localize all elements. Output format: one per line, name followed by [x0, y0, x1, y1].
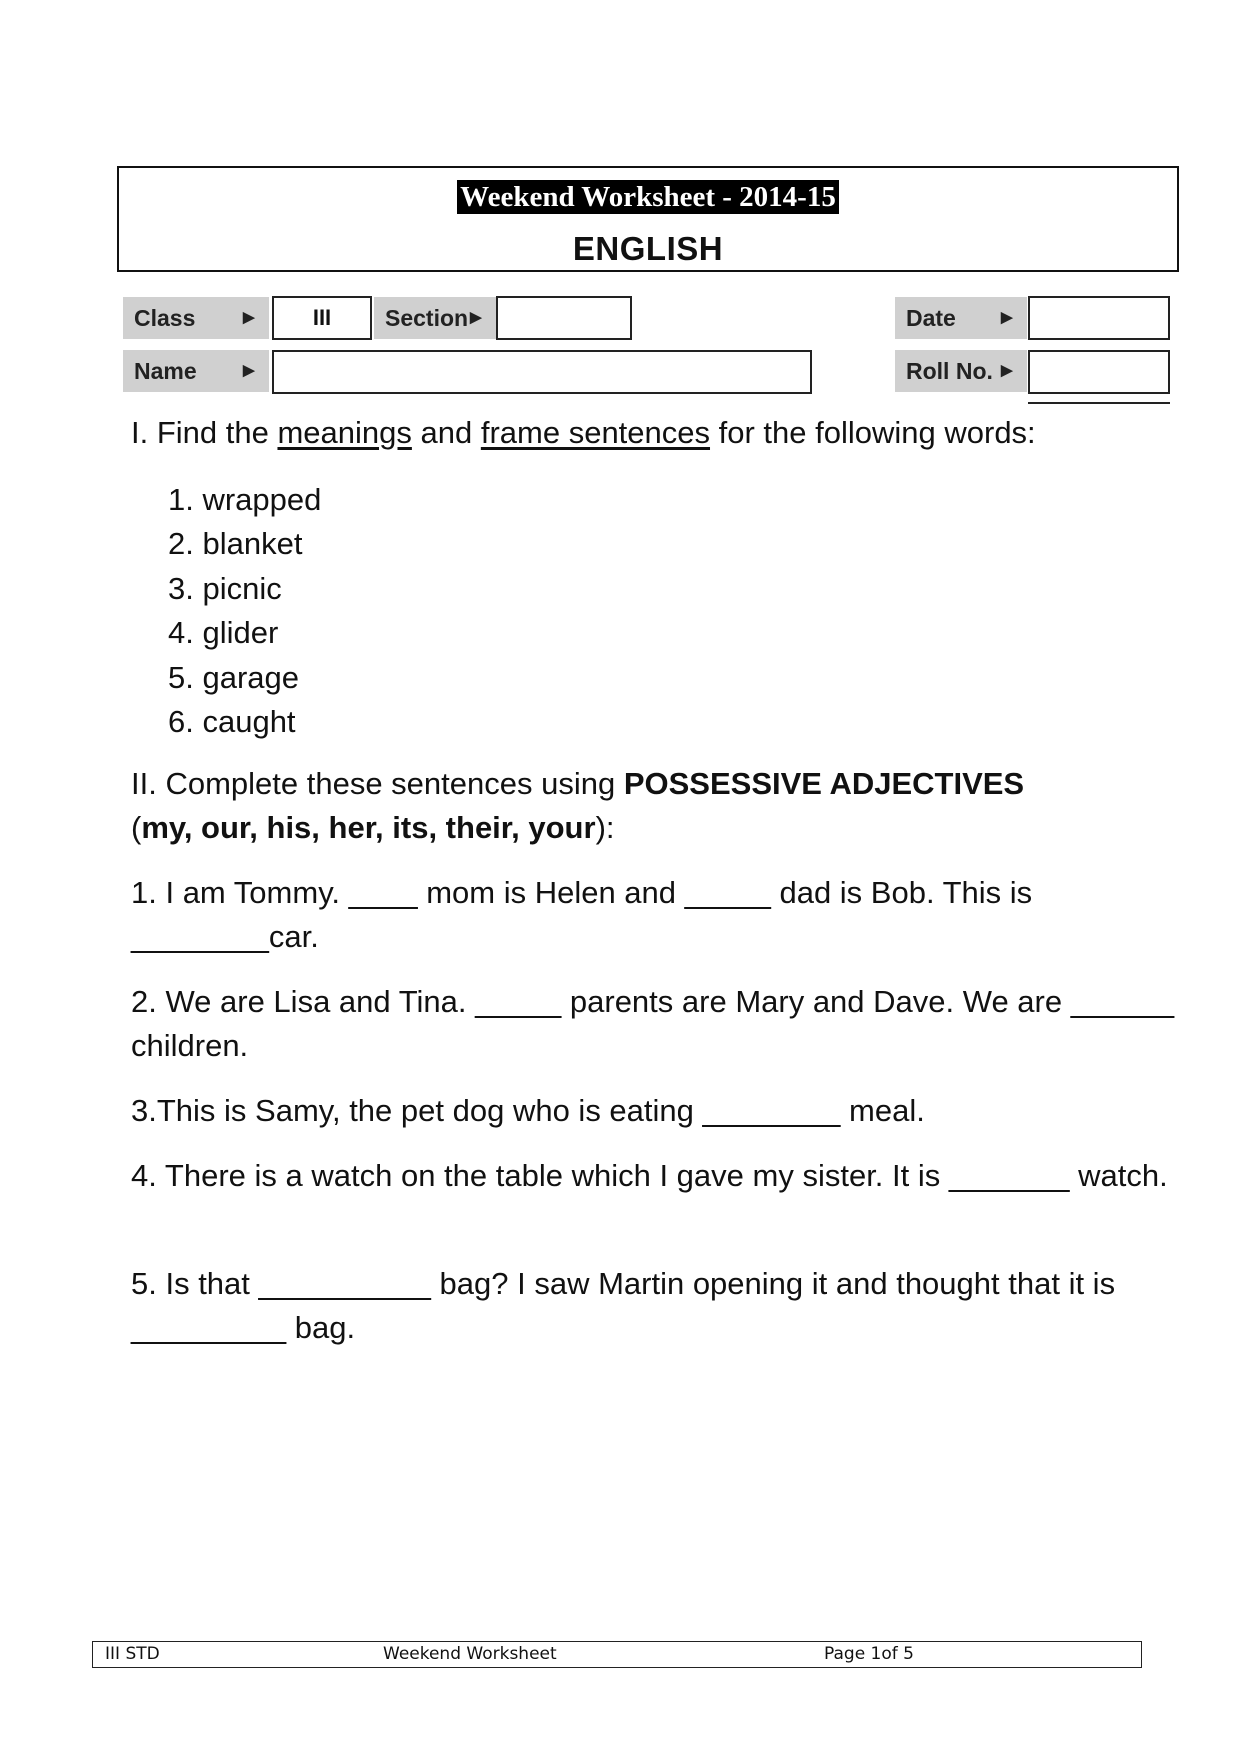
- name-field[interactable]: [272, 350, 812, 394]
- sentence-2: 2. We are Lisa and Tina. _____ parents are Mary and Dave. We are ______ children.: [131, 984, 1175, 1063]
- sentence-1: 1. I am Tommy. ____ mom is Helen and _____ dad is Bob. This is ________car.: [131, 875, 1033, 954]
- section-field[interactable]: [496, 296, 632, 340]
- class-label: Class ▶: [123, 297, 269, 339]
- roll-no-underline: [1028, 402, 1170, 404]
- footer-class: III STD: [105, 1644, 160, 1664]
- list-item: 1. wrapped: [168, 482, 322, 517]
- list-item: 3. picnic: [168, 570, 282, 606]
- date-label: Date ▶: [895, 297, 1027, 339]
- sentence-4: 4. There is a watch on the table which I gave my sister. It is _______ watch.: [131, 1158, 1168, 1193]
- list-item: 5. garage: [168, 659, 299, 695]
- page-footer: [92, 1641, 1142, 1668]
- word-list: [168, 478, 321, 744]
- date-field[interactable]: [1028, 296, 1170, 340]
- class-field[interactable]: III: [272, 296, 372, 340]
- section-2-word-list: (my, our, his, her, its, their, your):: [131, 810, 615, 845]
- footer-page-number: Page 1of 5: [824, 1644, 914, 1664]
- name-label: Name ▶: [123, 350, 269, 392]
- arrow-right-icon: ▶: [1001, 362, 1013, 379]
- list-item: 4. glider: [168, 615, 279, 651]
- roll-no-field[interactable]: [1028, 350, 1170, 394]
- section-1-heading: I. Find the meanings and frame sentences for the following words:: [131, 415, 1036, 450]
- arrow-right-icon: ▶: [243, 362, 255, 379]
- sentence-5: 5. Is that __________ bag? I saw Martin opening it and thought that it is _________ bag.: [131, 1266, 1116, 1345]
- worksheet-header: [117, 166, 1179, 272]
- section-2-heading: II. Complete these sentences using POSSESSIVE ADJECTIVES: [131, 766, 1025, 801]
- arrow-right-icon: ▶: [1001, 309, 1013, 326]
- sentence-3: 3.This is Samy, the pet dog who is eating ________ meal.: [131, 1093, 925, 1128]
- list-item: 6. caught: [168, 704, 296, 740]
- arrow-right-icon: ▶: [470, 309, 482, 326]
- subject-title: ENGLISH: [572, 230, 724, 267]
- list-item: 2. blanket: [168, 526, 303, 562]
- footer-title: Weekend Worksheet: [383, 1644, 557, 1664]
- roll-no-label: Roll No. ▶: [895, 350, 1027, 392]
- arrow-right-icon: ▶: [243, 309, 255, 326]
- worksheet-title: Weekend Worksheet - 2014-15: [457, 180, 839, 214]
- section-label: Section ▶: [374, 297, 496, 339]
